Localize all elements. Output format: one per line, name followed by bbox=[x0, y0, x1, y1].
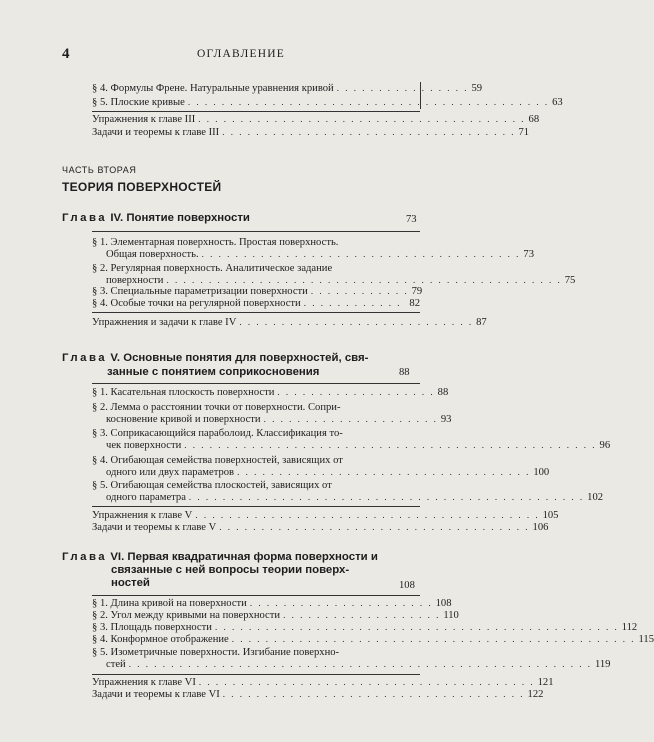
toc-entry bbox=[92, 298, 420, 309]
chapter-title bbox=[62, 551, 378, 564]
toc-entry-page: 122 bbox=[527, 689, 544, 700]
section-rule bbox=[92, 312, 420, 313]
toc-entry bbox=[106, 249, 535, 260]
leader-dots: . . . . . . . . . . . . . . . . . . . . . . . . . . . . . . . . . . . . . . . . . . . . . . . bbox=[166, 275, 562, 285]
toc-entry-line: § 5. Изометричные поверхности. Изгибание поверхно- bbox=[92, 647, 340, 658]
toc-entry-page: 121 bbox=[537, 677, 554, 688]
section-rule bbox=[92, 111, 420, 112]
toc-entry bbox=[92, 286, 423, 297]
toc-entry bbox=[106, 492, 604, 503]
leader-dots: . . . . . . . . . . . . . . . . . . . . . . . . . . . . . . . . . . . . bbox=[222, 689, 525, 699]
toc-entry-label: чек поверхности bbox=[106, 440, 182, 451]
toc-entry-page: 88 bbox=[437, 387, 449, 398]
toc-entry bbox=[92, 97, 563, 108]
leader-dots: . . . . . . . . . . . . . . . . . . . . . . . . . . . . . . . . . . . . . bbox=[219, 522, 530, 532]
toc-entry-page: 112 bbox=[621, 622, 638, 633]
leader-dots: . . . . . . . . . . . . bbox=[303, 298, 402, 308]
toc-entry-line: § 4. Огибающая семейства поверхностей, зависящих от bbox=[92, 455, 343, 466]
chapter-title-line: занные с понятием соприкосновения bbox=[107, 366, 320, 378]
toc-entry bbox=[92, 598, 452, 609]
toc-entry bbox=[106, 659, 611, 670]
chapter-title-line: ностей bbox=[111, 577, 150, 589]
section-rule bbox=[92, 231, 420, 232]
toc-entry-page: 102 bbox=[587, 492, 604, 503]
leader-dots: . . . . . . . . . . . . . . . . . . . . . . . . . . . . . . . . . . . . . . . . . bbox=[195, 510, 540, 520]
toc-entry-page: 63 bbox=[552, 97, 563, 108]
toc-entry-label: одного параметра bbox=[106, 492, 186, 503]
toc-entry-page: 75 bbox=[564, 275, 576, 286]
toc-entry-label: § 3. Площадь поверхности bbox=[92, 622, 212, 633]
chapter-page: 88 bbox=[399, 367, 410, 378]
leader-dots: . . . . . . . . . . . . . . . . . . . . . . . . . . . . . . . . . . . . . . . . . . . . . . . . . . . . . . . bbox=[128, 659, 592, 669]
chapter-title-line: связанные с ней вопросы теории поверх- bbox=[111, 564, 350, 576]
toc-entry bbox=[106, 414, 452, 425]
toc-entry-page: 119 bbox=[594, 659, 611, 670]
toc-entry bbox=[106, 440, 611, 451]
toc-entry bbox=[92, 610, 459, 621]
toc-entry bbox=[92, 83, 483, 94]
toc-entry-page: 73 bbox=[523, 249, 535, 260]
toc-entry-label: одного или двух параметров bbox=[106, 467, 235, 478]
chapter-title bbox=[62, 352, 368, 365]
chapter-title bbox=[62, 212, 250, 225]
toc-entry-line: § 3. Соприкасающийся параболоид. Классификация то- bbox=[92, 428, 343, 439]
page-column-rule bbox=[420, 82, 421, 109]
toc-entry-label: Упражнения к главе VI bbox=[92, 677, 196, 688]
running-title: ОГЛАВЛЕНИЕ bbox=[197, 48, 285, 60]
leader-dots: . . . . . . . . . . . . . . . . . . . . . . . . . . . . . . . . . . . . . . . bbox=[198, 114, 526, 124]
leader-dots: . . . . . . . . . . . . . . . . . . . . . . . . . . . . . . . . . . . . . . . . bbox=[198, 677, 535, 687]
page-header bbox=[62, 46, 420, 62]
toc-entry-label: Задачи и теоремы к главе VI bbox=[92, 689, 220, 700]
section-rule bbox=[92, 506, 420, 507]
leader-dots: . . . . . . . . . . . . . . . . . . . . . . . . . . . . . . . . . . . . . . bbox=[201, 249, 521, 259]
toc-entry bbox=[92, 317, 487, 328]
chapter-title-line: VI. Первая квадратичная форма поверхности и bbox=[110, 551, 378, 563]
leader-dots: . . . . . . . . . . . . . . . . bbox=[336, 83, 469, 93]
toc-entry-label: § 1. Касательная плоскость поверхности bbox=[92, 387, 275, 398]
chapter-title-line: V. Основные понятия для поверхностей, свя- bbox=[110, 352, 369, 364]
leader-dots: . . . . . . . . . . . . bbox=[310, 286, 409, 296]
toc-entry bbox=[92, 127, 530, 138]
section-rule bbox=[92, 674, 420, 675]
toc-entry-label: косновение кривой и поверхности bbox=[106, 414, 261, 425]
toc-entry-label: § 4. Формулы Френе. Натуральные уравнения кривой bbox=[92, 83, 334, 94]
section-rule bbox=[92, 383, 420, 384]
toc-entry-page: 108 bbox=[435, 598, 452, 609]
leader-dots: . . . . . . . . . . . . . . . . . . . . . bbox=[263, 414, 438, 424]
toc-entry bbox=[92, 522, 549, 533]
toc-entry-label: стей bbox=[106, 659, 126, 670]
leader-dots: . . . . . . . . . . . . . . . . . . . bbox=[277, 387, 435, 397]
section-rule bbox=[92, 595, 420, 596]
toc-entry bbox=[92, 622, 638, 633]
toc-entry-line: § 5. Огибающая семейства плоскостей, зависящих от bbox=[92, 480, 332, 491]
toc-entry-label: § 5. Плоские кривые bbox=[92, 97, 185, 108]
chapter-word: Глава bbox=[62, 551, 108, 563]
part-title: ТЕОРИЯ ПОВЕРХНОСТЕЙ bbox=[62, 180, 222, 194]
part-label: ЧАСТЬ ВТОРАЯ bbox=[62, 165, 137, 175]
toc-entry-page: 93 bbox=[440, 414, 452, 425]
leader-dots: . . . . . . . . . . . . . . . . . . . . . . . . . . . . . . . . . . . bbox=[237, 467, 531, 477]
toc-entry bbox=[92, 387, 449, 398]
toc-entry-page: 110 bbox=[443, 610, 459, 621]
toc-entry-page: 82 bbox=[409, 298, 420, 309]
chapter-page: 108 bbox=[399, 580, 415, 591]
toc-entry bbox=[106, 467, 550, 478]
toc-entry-label: Общая поверхность. bbox=[106, 249, 199, 260]
toc-entry bbox=[92, 510, 559, 521]
page-number: 4 bbox=[62, 46, 70, 62]
toc-entry-page: 105 bbox=[542, 510, 559, 521]
toc-entry-line: § 2. Лемма о расстоянии точки от поверхности. Сопри- bbox=[92, 402, 341, 413]
toc-entry-page: 106 bbox=[532, 522, 549, 533]
toc-entry bbox=[106, 275, 576, 286]
toc-entry-page: 68 bbox=[528, 114, 540, 125]
toc-entry-label: поверхности bbox=[106, 275, 164, 286]
chapter-title-cont bbox=[111, 577, 150, 590]
toc-entry-page: 79 bbox=[411, 286, 423, 297]
leader-dots: . . . . . . . . . . . . . . . . . . . . . . . . . . . . . . . . . . . bbox=[222, 127, 516, 137]
toc-entry bbox=[92, 677, 554, 688]
chapter-word: Глава bbox=[62, 352, 108, 364]
leader-dots: . . . . . . . . . . . . . . . . . . . . . . . . . . . . bbox=[239, 317, 474, 327]
toc-entry-label: § 2. Угол между кривыми на поверхности bbox=[92, 610, 281, 621]
toc-entry bbox=[92, 634, 654, 645]
leader-dots: . . . . . . . . . . . . . . . . . . . . . . . . . . . . . . . . . . . . . . . . . . . . . . . bbox=[188, 492, 585, 502]
toc-entry-page: 115 bbox=[638, 634, 654, 645]
leader-dots: . . . . . . . . . . . . . . . . . . . . . . bbox=[249, 598, 433, 608]
toc-entry-page: 59 bbox=[471, 83, 483, 94]
chapter-word: Глава bbox=[62, 212, 108, 224]
toc-entry bbox=[92, 689, 544, 700]
toc-entry-label: Упражнения к главе III bbox=[92, 114, 196, 125]
toc-entry-line: § 2. Регулярная поверхность. Аналитическое задание bbox=[92, 263, 333, 274]
toc-entry-label: § 4. Особые точки на регулярной поверхности bbox=[92, 298, 301, 309]
toc-entry-label: § 3. Специальные параметризации поверхности bbox=[92, 286, 308, 297]
toc-entry-label: Задачи и теоремы к главе V bbox=[92, 522, 217, 533]
toc-entry-label: Задачи и теоремы к главе III bbox=[92, 127, 220, 138]
leader-dots: . . . . . . . . . . . . . . . . . . . bbox=[283, 610, 441, 620]
toc-entry-page: 100 bbox=[533, 467, 550, 478]
leader-dots: . . . . . . . . . . . . . . . . . . . . . . . . . . . . . . . . . . . . . . . . . . . . . . . . . bbox=[184, 440, 597, 450]
toc-entry-line: § 1. Элементарная поверхность. Простая поверхность. bbox=[92, 237, 339, 248]
toc-entry-label: Упражнения и задачи к главе IV bbox=[92, 317, 237, 328]
chapter-title-cont bbox=[107, 366, 319, 379]
chapter-title-cont bbox=[111, 564, 349, 577]
leader-dots: . . . . . . . . . . . . . . . . . . . . . . . . . . . . . . . . . . . . . . . . . . . . . . . . bbox=[214, 622, 619, 632]
toc-entry-page: 87 bbox=[476, 317, 487, 328]
leader-dots: . . . . . . . . . . . . . . . . . . . . . . . . . . . . . . . . . . . . . . . . . . . . . . . . bbox=[231, 634, 636, 644]
toc-entry-label: § 1. Длина кривой на поверхности bbox=[92, 598, 247, 609]
chapter-title-line: IV. Понятие поверхности bbox=[110, 212, 250, 224]
chapter-page: 73 bbox=[406, 214, 417, 225]
toc-entry-page: 96 bbox=[599, 440, 611, 451]
toc-entry-label: Упражнения к главе V bbox=[92, 510, 193, 521]
leader-dots: . . . . . . . . . . . . . . . . . . . . . . . . . . . . . . . . . . . . . . . . . . . bbox=[187, 97, 550, 107]
toc-entry-label: § 4. Конформное отображение bbox=[92, 634, 229, 645]
toc-entry bbox=[92, 114, 540, 125]
toc-entry-page: 71 bbox=[518, 127, 530, 138]
